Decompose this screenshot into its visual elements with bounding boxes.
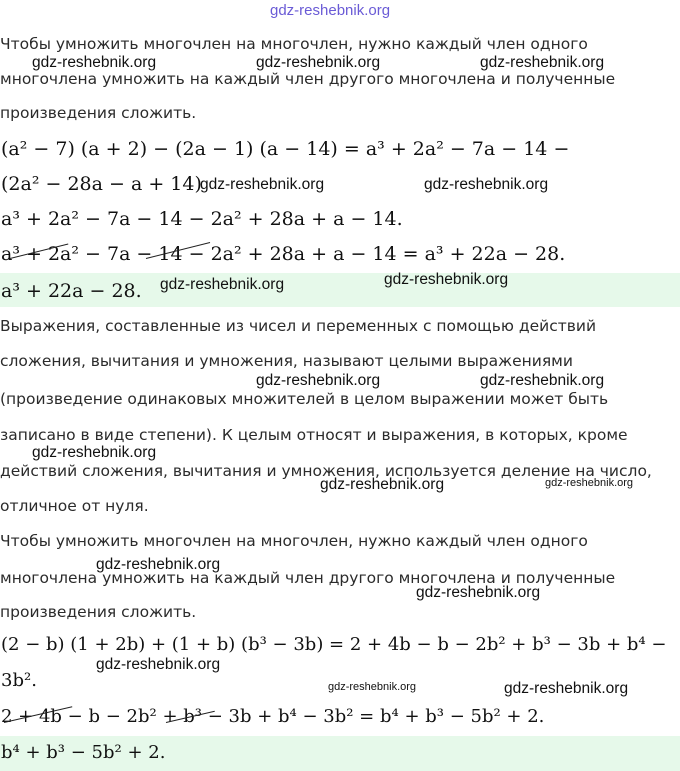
solution1-answer: a³ + 22a − 28. (1, 280, 142, 302)
rule1-line2: многочлена умножить на каждый член другого многочлена и полученные (0, 70, 616, 88)
definition-line6: отличное от нуля. (0, 497, 149, 515)
watermark: gdz-reshebnik.org (96, 656, 221, 673)
solution1-equation-line1: (a² − 7) (a + 2) − (2a − 1) (a − 14) = a³ + 2a² − 7a − 14 − (1, 138, 570, 160)
definition-line3: (произведение одинаковых множителей в целом выражении может быть (0, 390, 609, 408)
rule2-line3: произведения сложить. (0, 603, 197, 621)
watermark: gdz-reshebnik.org (256, 372, 381, 389)
rule1-line3: произведения сложить. (0, 104, 197, 122)
watermark: gdz-reshebnik.org (416, 584, 541, 601)
solution1-equation-line2: (2a² − 28a − a + 14) (1, 173, 202, 195)
watermark: gdz-reshebnik.org (200, 176, 325, 193)
watermark: gdz-reshebnik.org (32, 54, 157, 71)
watermark: gdz-reshebnik.org (384, 271, 509, 288)
watermark: gdz-reshebnik.org (96, 556, 221, 573)
site-watermark-link[interactable]: gdz-reshebnik.org (270, 2, 391, 19)
rule2-line1: Чтобы умножить многочлен на многочлен, нужно каждый член одного (0, 532, 588, 550)
watermark: gdz-reshebnik.org (424, 176, 549, 193)
solution1-equation-line3: a³ + 2a² − 7a − 14 − 2a² + 28a + a − 14. (1, 208, 403, 230)
watermark: gdz-reshebnik.org (320, 476, 445, 493)
rule2-line2: многочлена умножить на каждый член другого многочлена и полученные (0, 569, 616, 587)
watermark: gdz-reshebnik.org (504, 680, 629, 697)
definition-line5: действий сложения, вычитания и умножения, используется деление на число, (0, 462, 652, 480)
solution2-equation-line3: 2 + 4b − b − 2b² + b³ − 3b + b⁴ − 3b² = b⁴ + b³ − 5b² + 2. (1, 706, 545, 727)
watermark: gdz-reshebnik.org (480, 54, 605, 71)
definition-line1: Выражения, составленные из чисел и переменных с помощью действий (0, 317, 597, 335)
solution1-equation-line4: a³ + 2a² − 7a − 14 − 2a² + 28a + a − 14 = a³ + 22a − 28. (1, 243, 566, 265)
solution2-equation-line1: (2 − b) (1 + 2b) + (1 + b) (b³ − 3b) = 2 + 4b − b − 2b² + b³ − 3b + b⁴ − (1, 634, 667, 655)
watermark: gdz-reshebnik.org (32, 444, 157, 461)
watermark: gdz-reshebnik.org (160, 276, 285, 293)
watermark-small: gdz-reshebnik.org (545, 477, 634, 489)
watermark: gdz-reshebnik.org (480, 372, 605, 389)
rule1-line1: Чтобы умножить многочлен на многочлен, нужно каждый член одного (0, 35, 588, 53)
solution2-equation-line2: 3b². (1, 670, 37, 691)
definition-line2: сложения, вычитания и умножения, называют целыми выражениями (0, 352, 573, 370)
watermark-small: gdz-reshebnik.org (328, 681, 417, 693)
definition-line4: записано в виде степени). К целым относят и выражения, в которых, кроме (0, 426, 628, 444)
watermark: gdz-reshebnik.org (256, 54, 381, 71)
solution2-answer: b⁴ + b³ − 5b² + 2. (1, 742, 166, 763)
